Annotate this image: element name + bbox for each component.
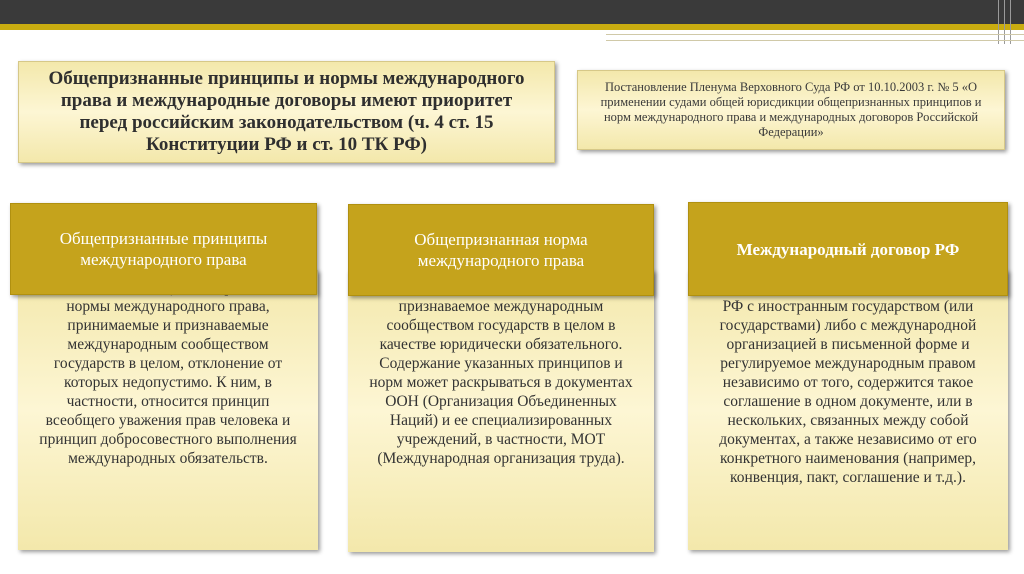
column-2-body <box>348 270 654 552</box>
column-3-title: Международный договор РФ <box>736 239 960 259</box>
decor-line <box>606 34 1024 35</box>
decor-line <box>1010 0 1011 44</box>
main-statement-box <box>18 61 555 163</box>
source-reference-text: Постановление Пленума Верховного Суда РФ от 10.10.2003 г. № 5 «О применении судами общей юрисдикции общепризнанных принципов и норм международного права и международных договоров Российской Федерации» <box>600 80 982 139</box>
top-accent-line <box>0 24 1024 30</box>
column-2-title: Общепризнанная норма международного права <box>414 230 588 270</box>
column-3-text: РФ с иностранным государством (или государствами) либо с международной организацией в письменной форме и регулируемое международным правом независимо от того, содержится такое соглашение в одном документе, или в нескольких, связанных между собой документах, а также независимо от его конкретного наименования (например, конвенция, пакт, соглашение и т.д.). <box>719 298 977 486</box>
decor-line <box>606 40 1024 41</box>
decor-line <box>998 0 999 44</box>
column-3-header <box>688 202 1008 296</box>
column-2-text: признаваемое международным сообществом государств в целом в качестве юридически обязательного. Содержание указанных принципов и норм может раскрываться в документах ООН (Организация Объединенных Наций) и ее специализированных учреждений, в частности, МОТ (Международная организация труда). <box>369 298 633 467</box>
column-1-title: Общепризнанные принципы международного права <box>59 229 268 269</box>
column-1-header <box>10 203 317 295</box>
top-bar <box>0 0 1024 24</box>
main-statement-text: Общепризнанные принципы и нормы международного права и международные договоры имеют приоритет перед российским законодательством (ч. 4 ст. 15 Конституции РФ и ст. 10 ТК РФ) <box>48 68 525 155</box>
source-reference-box <box>577 70 1005 150</box>
column-1-body <box>18 270 318 550</box>
column-3-body <box>688 270 1008 550</box>
column-1-text: нормы международного права, принимаемые и признаваемые международным сообществом государств в целом, отклонение от которых недопустимо. К ним, в частности, относится принцип всеобщего уважения прав человека и принцип добросовестного выполнения международных обязательств. <box>39 298 297 467</box>
column-2-header <box>348 204 654 296</box>
decor-line <box>1004 0 1005 44</box>
